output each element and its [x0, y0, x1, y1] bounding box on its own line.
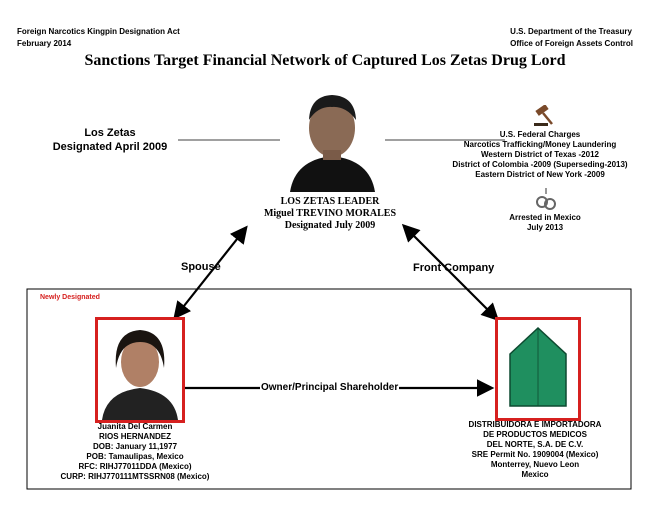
person-curp: CURP: RIHJ770111MTSSRN08 (Mexico): [60, 472, 210, 481]
arrest-line-1: Arrested in Mexico: [509, 213, 581, 222]
spouse-label: Spouse: [181, 261, 221, 273]
person-portrait: [98, 320, 182, 420]
company-line-2: DE PRODUCTOS MEDICOS: [483, 430, 587, 439]
arrest-line-2: July 2013: [526, 223, 564, 232]
act-date: February 2014: [17, 39, 72, 48]
company-line-4: SRE Permit No. 1909004 (Mexico): [471, 450, 599, 459]
charges-heading: U.S. Federal Charges: [499, 130, 581, 139]
newly-designated-label: Newly Designated: [40, 294, 100, 301]
handcuffs-icon: [534, 188, 558, 212]
page-title: Sanctions Target Financial Network of Captured Los Zetas Drug Lord: [84, 52, 566, 69]
leader-portrait: [280, 82, 385, 192]
act-name: Foreign Narcotics Kingpin Designation Act: [17, 27, 180, 36]
owner-label: Owner/Principal Shareholder: [261, 382, 399, 393]
person-name-2: RIOS HERNANDEZ: [98, 432, 171, 441]
person-name-1: Juanita Del Carmen: [97, 422, 173, 431]
person-pob: POB: Tamaulipas, Mexico: [86, 452, 184, 461]
person-dob: DOB: January 11,1977: [92, 442, 178, 451]
person-photo: [95, 317, 185, 423]
company-line-5: Monterrey, Nuevo Leon: [490, 460, 580, 469]
charge-line-1: Narcotics Trafficking/Money Laundering: [463, 140, 617, 149]
org-label: [40, 126, 180, 154]
agency-name: U.S. Department of the Treasury: [510, 27, 632, 36]
company-line-1: DISTRIBUIDORA E IMPORTADORA: [468, 420, 602, 429]
company-frame: [495, 317, 581, 421]
leader-label: [215, 196, 445, 232]
arrest-block: [490, 213, 600, 233]
company-line-3: DEL NORTE, S.A. DE C.V.: [486, 440, 584, 449]
company-line-6: Mexico: [521, 470, 549, 479]
leader-designated: Designated July 2009: [284, 220, 376, 231]
company-details: [445, 420, 625, 480]
building-icon: [498, 320, 578, 418]
org-designated: Designated April 2009: [52, 141, 168, 153]
person-details: [40, 422, 230, 482]
gavel-icon: [533, 105, 557, 127]
leader-photo: [280, 82, 385, 192]
charge-line-4: Eastern District of New York -2009: [475, 170, 605, 179]
person-rfc: RFC: RIHJ77011DDA (Mexico): [78, 462, 192, 471]
agency-office: Office of Foreign Assets Control: [510, 39, 633, 48]
leader-role: LOS ZETAS LEADER: [280, 196, 380, 207]
front-company-label: Front Company: [413, 262, 495, 274]
charge-line-2: Western District of Texas -2012: [481, 150, 599, 159]
charges-block: [440, 130, 640, 180]
charge-line-3: District of Colombia -2009 (Superseding-2013): [452, 160, 628, 169]
leader-name: Miguel TREVINO MORALES: [263, 208, 397, 219]
org-name: Los Zetas: [84, 127, 136, 139]
